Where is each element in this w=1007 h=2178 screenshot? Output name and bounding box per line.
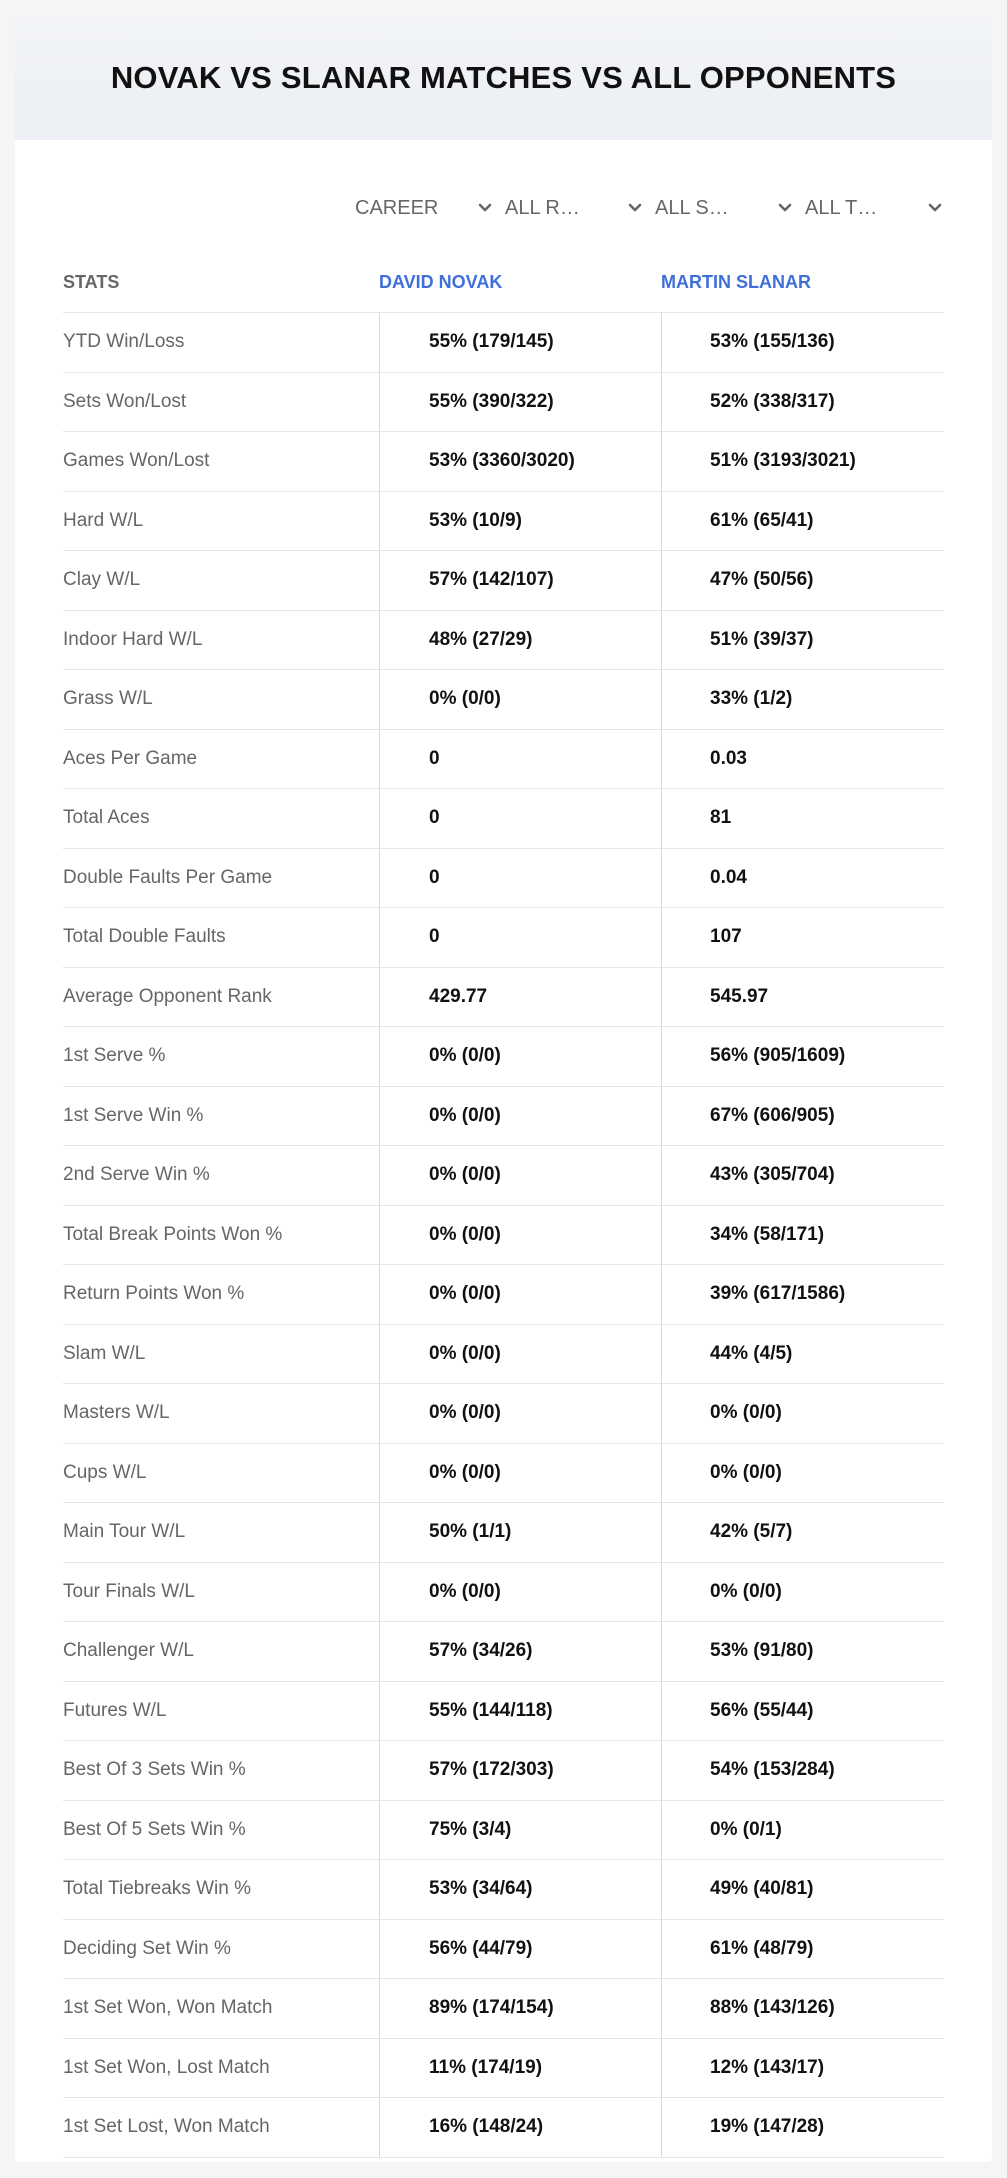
table-row	[63, 1503, 944, 1563]
stat-label: Indoor Hard W/L	[63, 628, 203, 650]
player2-value: 88% (143/126)	[661, 1979, 944, 2038]
player1-value: 48% (27/29)	[379, 611, 661, 670]
stat-label: Total Aces	[63, 807, 150, 829]
stat-label: Grass W/L	[63, 688, 153, 710]
table-row	[63, 968, 944, 1028]
player2-value: 0% (0/0)	[661, 1563, 944, 1622]
player2-value: 56% (905/1609)	[661, 1027, 944, 1086]
column-header-player1-link[interactable]: DAVID NOVAK	[379, 272, 503, 292]
stat-label: Main Tour W/L	[63, 1521, 186, 1543]
filter-tournaments-dropdown[interactable]	[805, 188, 945, 228]
player1-value: 0	[379, 789, 661, 848]
stat-label: Best Of 3 Sets Win %	[63, 1759, 246, 1781]
player1-value: 57% (34/26)	[379, 1622, 661, 1681]
table-row	[63, 492, 944, 552]
player2-value: 33% (1/2)	[661, 670, 944, 729]
player2-value: 0% (0/0)	[661, 1444, 944, 1503]
player2-value: 53% (155/136)	[661, 313, 944, 372]
player2-value: 61% (65/41)	[661, 492, 944, 551]
player2-value: 44% (4/5)	[661, 1325, 944, 1384]
player2-value: 67% (606/905)	[661, 1087, 944, 1146]
player1-value: 0% (0/0)	[379, 670, 661, 729]
player1-value: 429.77	[379, 968, 661, 1027]
table-row	[63, 1027, 944, 1087]
filter-bar	[355, 188, 967, 228]
filter-label: ALL R…	[505, 196, 580, 219]
player1-value: 0% (0/0)	[379, 1384, 661, 1443]
table-row	[63, 1206, 944, 1266]
table-row	[63, 1384, 944, 1444]
card-header	[15, 16, 992, 140]
stat-label: 2nd Serve Win %	[63, 1164, 210, 1186]
table-row	[63, 432, 944, 492]
table-row	[63, 1622, 944, 1682]
table-row	[63, 313, 944, 373]
player2-value: 61% (48/79)	[661, 1920, 944, 1979]
table-row	[63, 1563, 944, 1623]
stat-label: Deciding Set Win %	[63, 1937, 231, 1959]
stat-label: Sets Won/Lost	[63, 390, 187, 412]
table-row	[63, 551, 944, 611]
player1-value: 0% (0/0)	[379, 1087, 661, 1146]
player2-value: 51% (3193/3021)	[661, 432, 944, 491]
stat-label: 1st Set Lost, Won Match	[63, 2116, 270, 2138]
stat-label: Aces Per Game	[63, 747, 198, 769]
player1-value: 0	[379, 849, 661, 908]
player2-value: 56% (55/44)	[661, 1682, 944, 1741]
stat-label: 1st Set Won, Won Match	[63, 1997, 273, 2019]
player1-value: 53% (34/64)	[379, 1860, 661, 1919]
player2-value: 0% (0/1)	[661, 1801, 944, 1860]
player1-value: 0	[379, 908, 661, 967]
player1-value: 53% (3360/3020)	[379, 432, 661, 491]
player2-value: 53% (91/80)	[661, 1622, 944, 1681]
chevron-down-icon	[775, 198, 795, 218]
table-row	[63, 373, 944, 433]
player2-value: 0% (0/0)	[661, 1384, 944, 1443]
table-row	[63, 730, 944, 790]
stat-label: Double Faults Per Game	[63, 866, 273, 888]
stat-label: Slam W/L	[63, 1342, 146, 1364]
player2-value: 0.03	[661, 730, 944, 789]
player2-value: 81	[661, 789, 944, 848]
table-row	[63, 1087, 944, 1147]
player1-value: 0	[379, 730, 661, 789]
player1-value: 0% (0/0)	[379, 1325, 661, 1384]
player2-value: 52% (338/317)	[661, 373, 944, 432]
player2-value: 0.04	[661, 849, 944, 908]
stat-label: Games Won/Lost	[63, 450, 210, 472]
table-row	[63, 849, 944, 909]
stat-label: 1st Serve %	[63, 1045, 166, 1067]
stat-label: Challenger W/L	[63, 1640, 194, 1662]
player1-value: 56% (44/79)	[379, 1920, 661, 1979]
filter-label: ALL S…	[655, 196, 729, 219]
player2-value: 42% (5/7)	[661, 1503, 944, 1562]
stat-label: 1st Set Won, Lost Match	[63, 2056, 270, 2078]
player2-value: 107	[661, 908, 944, 967]
stat-label: Masters W/L	[63, 1402, 170, 1424]
player1-value: 89% (174/154)	[379, 1979, 661, 2038]
player2-value: 34% (58/171)	[661, 1206, 944, 1265]
player2-value: 47% (50/56)	[661, 551, 944, 610]
player1-value: 53% (10/9)	[379, 492, 661, 551]
filter-label: ALL T…	[805, 196, 878, 219]
chevron-down-icon	[475, 198, 495, 218]
player1-value: 55% (390/322)	[379, 373, 661, 432]
player1-value: 57% (142/107)	[379, 551, 661, 610]
table-row	[63, 2098, 944, 2158]
stat-label: Cups W/L	[63, 1461, 147, 1483]
stat-label: Clay W/L	[63, 569, 141, 591]
player2-value: 12% (143/17)	[661, 2039, 944, 2098]
table-row	[63, 1682, 944, 1742]
column-header-player2-link[interactable]: MARTIN SLANAR	[661, 272, 811, 292]
player1-value: 50% (1/1)	[379, 1503, 661, 1562]
player2-value: 39% (617/1586)	[661, 1265, 944, 1324]
table-row	[63, 611, 944, 671]
filter-surfaces-dropdown[interactable]	[655, 188, 795, 228]
player1-value: 0% (0/0)	[379, 1146, 661, 1205]
player2-value: 49% (40/81)	[661, 1860, 944, 1919]
page-title: NOVAK VS SLANAR MATCHES VS ALL OPPONENTS	[110, 60, 897, 95]
player1-value: 16% (148/24)	[379, 2098, 661, 2157]
stat-label: Average Opponent Rank	[63, 985, 272, 1007]
table-row	[63, 2039, 944, 2099]
player2-value: 43% (305/704)	[661, 1146, 944, 1205]
table-body	[63, 313, 944, 2158]
player1-value: 55% (179/145)	[379, 313, 661, 372]
stat-label: 1st Serve Win %	[63, 1104, 204, 1126]
stat-label: YTD Win/Loss	[63, 331, 185, 353]
stat-label: Best Of 5 Sets Win %	[63, 1818, 246, 1840]
stat-label: Futures W/L	[63, 1699, 167, 1721]
table-row	[63, 1444, 944, 1504]
stat-label: Tour Finals W/L	[63, 1580, 195, 1602]
table-row	[63, 670, 944, 730]
stat-label: Total Tiebreaks Win %	[63, 1878, 251, 1900]
player1-value: 0% (0/0)	[379, 1265, 661, 1324]
table-row	[63, 1979, 944, 2039]
table-row	[63, 1920, 944, 1980]
player1-value: 0% (0/0)	[379, 1206, 661, 1265]
player1-value: 0% (0/0)	[379, 1027, 661, 1086]
table-row	[63, 1265, 944, 1325]
player2-value: 51% (39/37)	[661, 611, 944, 670]
filter-career-dropdown[interactable]	[355, 188, 495, 228]
player1-value: 11% (174/19)	[379, 2039, 661, 2098]
table-row	[63, 1146, 944, 1206]
stat-label: Return Points Won %	[63, 1283, 245, 1305]
table-row	[63, 908, 944, 968]
player1-value: 0% (0/0)	[379, 1563, 661, 1622]
stat-label: Hard W/L	[63, 509, 144, 531]
player2-value: 54% (153/284)	[661, 1741, 944, 1800]
table-row	[63, 1741, 944, 1801]
filter-label: CAREER	[355, 196, 439, 219]
chevron-down-icon	[625, 198, 645, 218]
player2-value: 19% (147/28)	[661, 2098, 944, 2157]
table-row	[63, 1860, 944, 1920]
player2-value: 545.97	[661, 968, 944, 1027]
column-header-stats: STATS	[63, 272, 120, 292]
stats-card	[15, 16, 992, 2162]
table-row	[63, 1801, 944, 1861]
player1-value: 0% (0/0)	[379, 1444, 661, 1503]
chevron-down-icon	[925, 198, 945, 218]
stats-table	[63, 248, 944, 2158]
player1-value: 57% (172/303)	[379, 1741, 661, 1800]
table-header	[63, 248, 944, 313]
filter-rounds-dropdown[interactable]	[505, 188, 645, 228]
player1-value: 55% (144/118)	[379, 1682, 661, 1741]
stat-label: Total Double Faults	[63, 926, 226, 948]
player1-value: 75% (3/4)	[379, 1801, 661, 1860]
table-row	[63, 789, 944, 849]
table-row	[63, 1325, 944, 1385]
stat-label: Total Break Points Won %	[63, 1223, 283, 1245]
